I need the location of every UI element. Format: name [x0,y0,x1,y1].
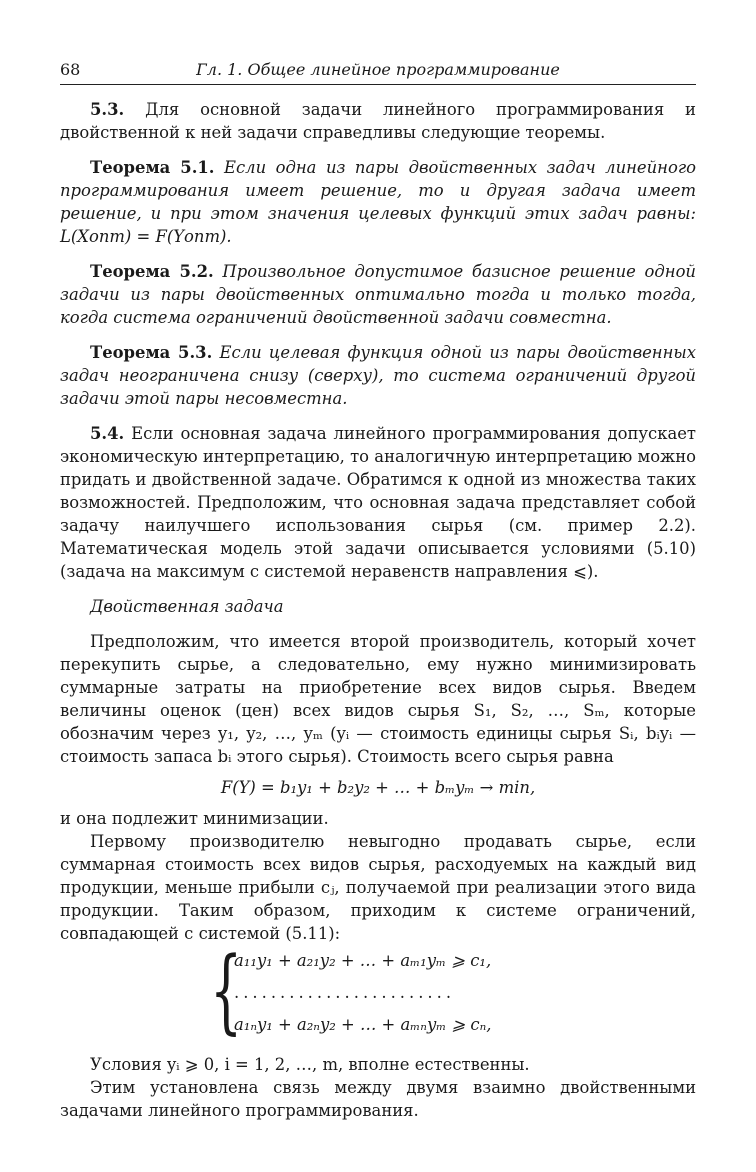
paragraph: и она подлежит минимизации. [60,809,329,828]
section-text: Для основной задачи линейного программирования и двойственной к ней задачи справедливы следующие теоремы. [60,100,696,142]
theorem-text: Если одна из пары двойственных задач линейного программирования имеет решение, то и другая задача имеет решение, и при этом значения целевых функций этих задач равны: [60,158,696,223]
section-5-3 [60,98,696,144]
theorem-text: Произвольное допустимое базисное решение одной задачи из пары двойственных оптимально тогда и только тогда, когда система ограничений двойственной задачи совместна. [60,262,696,327]
section-number: 5.4. [90,424,125,443]
theorem-5-2 [60,260,696,329]
theorem-label: Теорема 5.1. [90,158,215,177]
constraint-system [210,937,696,1045]
theorem-formula: L(Xопт) = F(Yопт). [60,227,232,246]
page-number: 68 [60,60,81,79]
theorem-label: Теорема 5.2. [90,262,214,281]
theorem-text: Если целевая функция одной из пары двойственных задач неограничена снизу (сверху), то система ограничений другой задачи этой пары несовместна. [60,343,696,408]
subheading: Двойственная задача [90,597,284,616]
running-title: Гл. 1. Общее линейное программирование [196,60,560,79]
theorem-5-3 [60,341,696,410]
paragraph: Этим установлена связь между двумя взаимно двойственными задачами линейного программирования. [60,1078,696,1120]
left-brace: { [210,937,243,1044]
constraint-equation: a₁ₙy₁ + a₂ₙy₂ + … + aₘₙyₘ ⩾ cₙ, [234,1015,492,1034]
theorem-5-1 [60,156,696,248]
section-text: Если основная задача линейного программирования допускает экономическую интерпретацию, то аналогичную интерпретацию можно придать и двойственной задаче. Обратимся к одной из множества таких возможностей. Предположим, что основная задача представляет собой задачу наилучшего использования сырья (см. пример 2.2). Математическая модель этой задачи описывается условиями (5.10) (задача на максимум с системой неравенств направления ⩽). [60,424,696,581]
paragraph: Предположим, что имеется второй производитель, который хочет перекупить сырье, а следовательно, ему нужно минимизировать суммарные затраты на приобретение всех видов сырья. Введем величины оценок (цен) всех видов сырья S₁, S₂, …, Sₘ, которые обозначим через y₁, y₂, …, yₘ (yᵢ — стоимость единицы сырья Sᵢ, bᵢyᵢ — стоимость запаса bᵢ этого сырья). Стоимость всего сырья равна [60,632,696,766]
section-number: 5.3. [90,100,125,119]
paragraph: Условия yᵢ ⩾ 0, i = 1, 2, …, m, вполне естественны. [90,1055,530,1074]
theorem-label: Теорема 5.3. [90,343,213,362]
page-body [60,98,696,1122]
constraint-equation: a₁₁y₁ + a₂₁y₂ + … + aₘ₁yₘ ⩾ c₁, [234,951,492,970]
section-5-4 [60,422,696,583]
constraint-ellipsis: ........................ [234,983,456,1002]
running-header [60,60,696,85]
objective-formula: F(Y) = b₁y₁ + b₂y₂ + … + bₘyₘ → min, [220,778,536,797]
paragraph: Первому производителю невыгодно продавать сырье, если суммарная стоимость всех видов сырья, расходуемых на каждый вид продукции, меньше прибыли cⱼ, получаемой при реализации этого вида продукции. Таким образом, приходим к системе ограничений, совпадающей с системой (5.11): [60,832,696,943]
